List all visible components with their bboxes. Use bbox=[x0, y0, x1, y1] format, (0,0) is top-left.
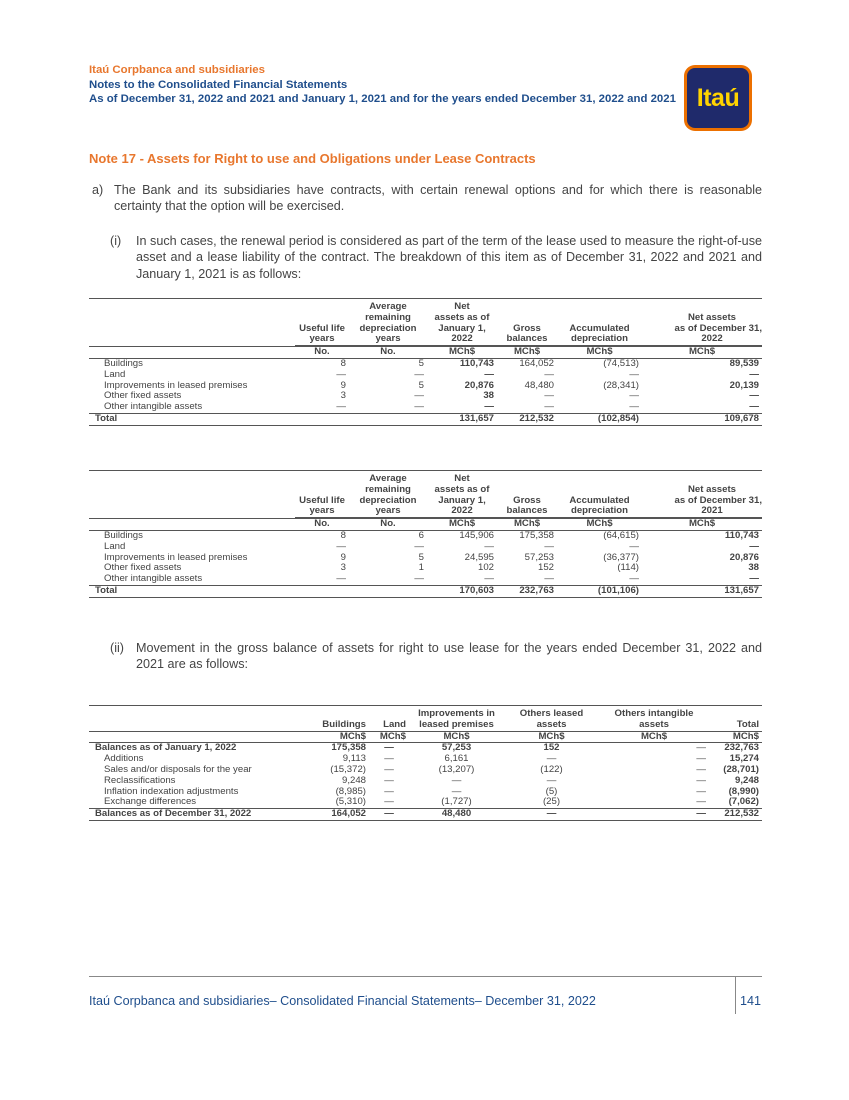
paragraph-ii-text: Movement in the gross balance of assets for right to use lease for the years ended December 31, 2022 and 2021 are as follows: bbox=[136, 641, 762, 672]
col-useful-life: Useful life years bbox=[295, 474, 349, 519]
total-row: Total 131,657 212,532 (102,854) 109,678 bbox=[89, 413, 762, 425]
report-period: As of December 31, 2022 and 2021 and January 1, 2021 and for the years ended December 31, 2022 and 2021 bbox=[89, 93, 676, 105]
table-row: Land — — — — — — bbox=[104, 540, 759, 552]
table-row: Other intangible assets — — — — — — bbox=[104, 573, 759, 585]
footer-vertical-divider bbox=[735, 976, 736, 1014]
paragraph-a-marker: a) bbox=[92, 183, 104, 197]
table-row: Additions 9,113 — 6,161 — — 15,274 bbox=[104, 753, 759, 765]
breakdown-table-2021 bbox=[89, 470, 762, 598]
units-row: MCh$ MCh$ MCh$ MCh$ MCh$ MCh$ bbox=[89, 731, 762, 743]
col-gross: Gross balances bbox=[497, 302, 557, 347]
report-subtitle: Notes to the Consolidated Financial Statements bbox=[89, 78, 348, 91]
table-row: Land — — — — — — bbox=[104, 368, 759, 380]
table-row: Buildings 8 5 110,743 164,052 (74,513) 89,539 bbox=[104, 357, 759, 369]
table-row: Inflation indexation adjustments (8,985) — — (5) — (8,990) bbox=[104, 785, 759, 797]
itau-logo bbox=[684, 65, 752, 131]
footer-text: Itaú Corpbanca and subsidiaries– Consolidated Financial Statements– December 31, 2022 bbox=[89, 994, 596, 1008]
col-gross: Gross balances bbox=[497, 474, 557, 519]
logo-inner bbox=[687, 68, 749, 128]
company-name: Itaú Corpbanca and subsidiaries bbox=[89, 64, 265, 76]
paragraph-i bbox=[110, 233, 762, 282]
col-others-intangible: Others intangible assets bbox=[614, 708, 694, 730]
paragraph-a bbox=[92, 182, 762, 215]
movement-table bbox=[89, 705, 762, 821]
table-row: Buildings 8 6 145,906 175,358 (64,615) 110,743 bbox=[104, 529, 759, 541]
page-header bbox=[89, 63, 679, 107]
paragraph-a-text: The Bank and its subsidiaries have contracts, with certain renewal options and for which there is reasonable certainty that the option will be exercised. bbox=[114, 183, 762, 214]
col-accumulated: Accumulated depreciation bbox=[557, 474, 642, 519]
units-row: No. No. MCh$ MCh$ MCh$ MCh$ bbox=[89, 347, 762, 359]
closing-balance-row: Balances as of December 31, 2022 164,052 — 48,480 — — 212,532 bbox=[89, 809, 762, 821]
col-land: Land bbox=[383, 718, 406, 730]
col-avg-remaining: Average remaining depreciation years bbox=[349, 302, 427, 347]
paragraph-i-marker: (i) bbox=[110, 234, 122, 248]
col-accumulated: Accumulated depreciation bbox=[557, 302, 642, 347]
col-useful-life: Useful life years bbox=[295, 302, 349, 347]
table-row: Reclassifications 9,248 — — — — 9,248 bbox=[104, 774, 759, 786]
col-improvements: Improvements in leased premises bbox=[418, 708, 495, 730]
col-net-closing: Net assets as of December 31, 2022 bbox=[642, 302, 762, 347]
table-row: Other intangible assets — — — — — — bbox=[104, 401, 759, 413]
col-net-closing: Net assets as of December 31, 2021 bbox=[642, 474, 762, 519]
col-net-opening: Net assets as of January 1, 2022 bbox=[427, 302, 497, 347]
breakdown-table-2022 bbox=[89, 298, 762, 426]
table-row: Other fixed assets 3 — 38 — — — bbox=[104, 390, 759, 402]
total-row: Total 170,603 232,763 (101,106) 131,657 bbox=[89, 585, 762, 597]
opening-balance-row: Balances as of January 1, 2022 175,358 — 57,253 152 — 232,763 bbox=[95, 742, 759, 754]
col-net-opening: Net assets as of January 1, 2022 bbox=[427, 474, 497, 519]
paragraph-i-text: In such cases, the renewal period is considered as part of the term of the lease used to measure the right-of-use asset and a lease liability of the contract. The breakdown of this item as of December 31, 2022 and 2021 and January 1, 2021 is as follows: bbox=[136, 234, 762, 281]
paragraph-ii bbox=[110, 640, 762, 673]
col-avg-remaining: Average remaining depreciation years bbox=[349, 474, 427, 519]
table-row: Improvements in leased premises 9 5 24,595 57,253 (36,377) 20,876 bbox=[104, 551, 759, 563]
page-number: 141 bbox=[740, 994, 762, 1008]
col-others-leased: Others leased assets bbox=[519, 708, 584, 730]
footer-divider bbox=[89, 976, 762, 977]
col-total: Total bbox=[736, 718, 759, 730]
paragraph-ii-marker: (ii) bbox=[110, 641, 124, 655]
col-buildings: Buildings bbox=[322, 718, 366, 730]
table-row: Exchange differences (5,310) — (1,727) (25) — (7,062) bbox=[104, 796, 759, 808]
units-row: No. No. MCh$ MCh$ MCh$ MCh$ bbox=[89, 519, 762, 531]
table-row: Sales and/or disposals for the year (15,372) — (13,207) (122) — (28,701) bbox=[104, 763, 759, 775]
table-row: Other fixed assets 3 1 102 152 (114) 38 bbox=[104, 562, 759, 574]
note-title: Note 17 - Assets for Right to use and Obligations under Lease Contracts bbox=[89, 151, 536, 166]
logo-text: Itaú bbox=[696, 83, 740, 112]
table-row: Improvements in leased premises 9 5 20,876 48,480 (28,341) 20,139 bbox=[104, 379, 759, 391]
